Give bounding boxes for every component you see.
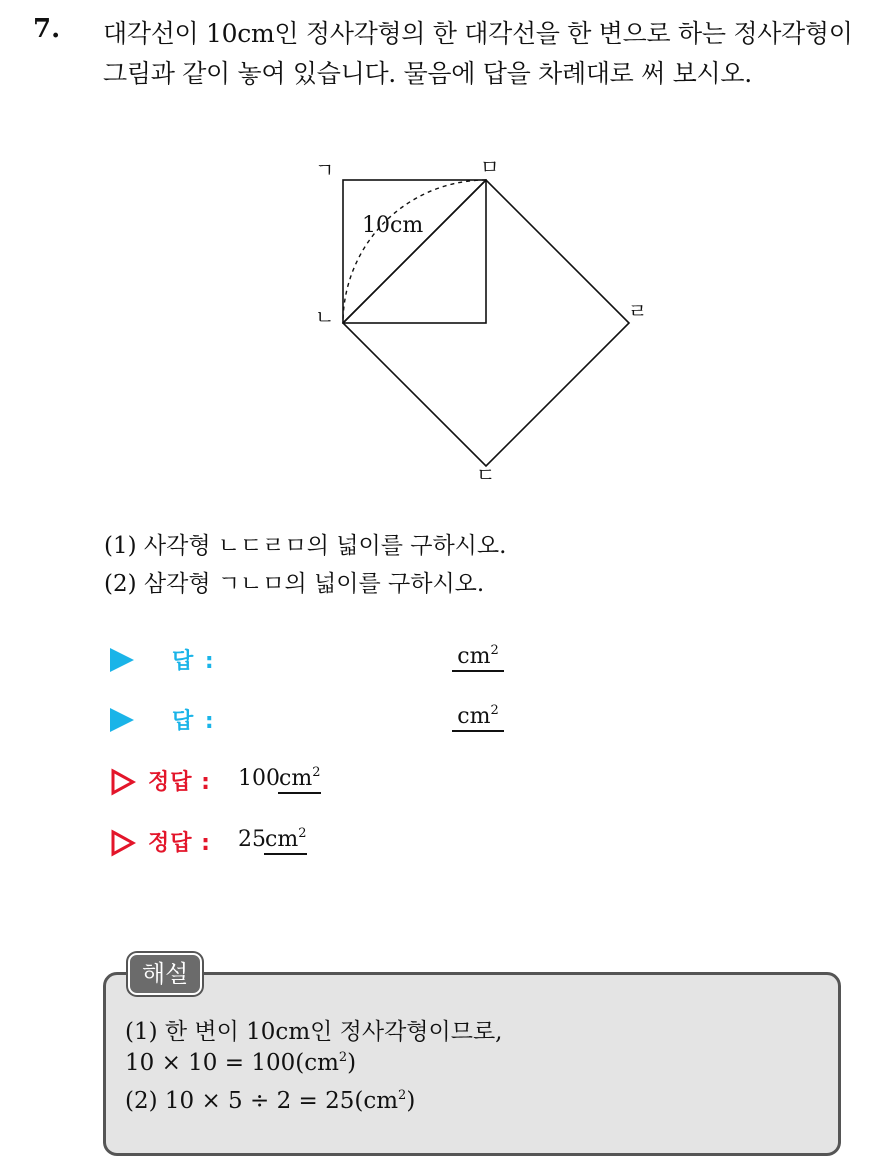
question-text-line1: 대각선이 10cm인 정사각형의 한 대각선을 한 변으로 하는 정사각형이 — [103, 19, 853, 48]
label-a: ㄱ — [315, 158, 335, 182]
explanation-line2: $10 \times 10 = 100(cm^2)$ — [125, 1050, 357, 1076]
correct-unit: $cm^2$ — [264, 827, 307, 855]
correct-label: 정답 : — [148, 770, 211, 795]
diagonal-length-label: 10cm — [362, 213, 424, 238]
label-d: ㄹ — [628, 299, 648, 323]
answer-row-1 — [110, 640, 610, 680]
explanation-line3: (2) $10 \times 5 \div 2 = 25(cm^2)$ — [125, 1088, 416, 1114]
correct-value: 25 — [238, 827, 266, 852]
geometry-figure — [300, 150, 670, 485]
question-text-line2: 그림과 같이 놓여 있습니다. 물음에 답을 차례대로 써 보시오. — [103, 59, 752, 88]
correct-row-2 — [110, 823, 610, 863]
correct-unit: $cm^2$ — [278, 766, 321, 794]
answer-label: 답 : — [172, 709, 216, 734]
answer-blank[interactable]: $cm^2$ — [452, 644, 504, 672]
question-number: 7. — [33, 14, 61, 44]
label-b: ㄴ — [315, 305, 335, 329]
label-e: ㅁ — [480, 155, 500, 179]
label-c: ㄷ — [476, 463, 496, 485]
subquestion-1: (1) 사각형 ㄴㄷㄹㅁ의 넓이를 구하시오. — [104, 533, 507, 559]
correct-row-1 — [110, 762, 610, 802]
answer-blank[interactable]: $cm^2$ — [452, 704, 504, 732]
play-triangle-icon — [110, 708, 134, 732]
outline-triangle-icon — [110, 768, 136, 796]
correct-label: 정답 : — [148, 831, 211, 856]
answer-row-2 — [110, 700, 610, 740]
answer-label: 답 : — [172, 649, 216, 674]
subquestion-2: (2) 삼각형 ㄱㄴㅁ의 넓이를 구하시오. — [104, 571, 485, 597]
correct-value: 100 — [238, 766, 280, 791]
explanation-line1: (1) 한 변이 10cm인 정사각형이므로, — [125, 1019, 503, 1045]
play-triangle-icon — [110, 648, 134, 672]
outline-triangle-icon — [110, 829, 136, 857]
explanation-tab: 해설 — [128, 953, 202, 995]
